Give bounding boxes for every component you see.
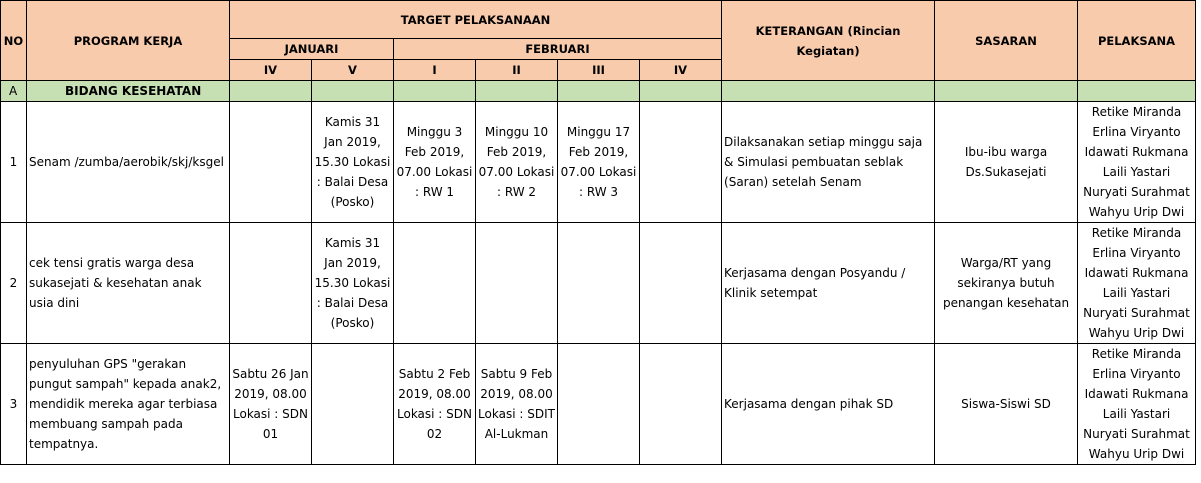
header-week: II [476,60,558,81]
schedule-cell [558,223,640,344]
schedule-cell: Minggu 3 Feb 2019, 07.00 Lokasi : RW 1 [394,102,476,223]
pelaksana-cell: Retike Miranda Erlina Viryanto Idawati Rukmana Laili Yastari Nuryati Surahmat Wahyu Urip Dwi [1078,344,1196,465]
category-code: A [1,81,27,102]
keterangan-cell: Kerjasama dengan Posyandu / Klinik setempat [722,223,935,344]
schedule-cell: Sabtu 2 Feb 2019, 08.00 Lokasi : SDN 02 [394,344,476,465]
header-sasaran: SASARAN [935,1,1078,81]
header-target: TARGET PELAKSANAAN [230,1,722,39]
header-pelaksana: PELAKSANA [1078,1,1196,81]
header-week: III [558,60,640,81]
header-month-jan: JANUARI [230,39,394,60]
schedule-cell [230,102,312,223]
schedule-cell [312,344,394,465]
pelaksana-cell: Retike Miranda Erlina Viryanto Idawati Rukmana Laili Yastari Nuryati Surahmat Wahyu Urip Dwi [1078,223,1196,344]
program-cell: penyuluhan GPS "gerakan pungut sampah" kepada anak2, mendidik mereka agar terbiasa membuang sampah pada tempatnya. [27,344,230,465]
header-week: IV [640,60,722,81]
schedule-cell [394,223,476,344]
header-month-feb: FEBRUARI [394,39,722,60]
header-no: NO [1,1,27,81]
table-row [1,102,1196,223]
schedule-cell: Sabtu 26 Jan 2019, 08.00 Lokasi : SDN 01 [230,344,312,465]
header-week: V [312,60,394,81]
table-row [1,344,1196,465]
pelaksana-cell: Retike Miranda Erlina Viryanto Idawati Rukmana Laili Yastari Nuryati Surahmat Wahyu Urip Dwi [1078,102,1196,223]
sasaran-cell: Warga/RT yang sekiranya butuh penangan kesehatan [935,223,1078,344]
schedule-cell [640,102,722,223]
category-row [1,81,1196,102]
schedule-cell: Kamis 31 Jan 2019, 15.30 Lokasi : Balai Desa (Posko) [312,102,394,223]
header-week: IV [230,60,312,81]
schedule-cell [640,344,722,465]
row-number: 2 [1,223,27,344]
sasaran-cell: Ibu-ibu warga Ds.Sukasejati [935,102,1078,223]
header-week: I [394,60,476,81]
schedule-cell [230,223,312,344]
keterangan-cell: Kerjasama dengan pihak SD [722,344,935,465]
schedule-cell: Sabtu 9 Feb 2019, 08.00 Lokasi : SDIT Al-Lukman [476,344,558,465]
row-number: 3 [1,344,27,465]
schedule-cell: Minggu 17 Feb 2019, 07.00 Lokasi : RW 3 [558,102,640,223]
program-cell: Senam /zumba/aerobik/skj/ksgel [27,102,230,223]
schedule-cell [640,223,722,344]
category-title: BIDANG KESEHATAN [27,81,230,102]
schedule-cell: Minggu 10 Feb 2019, 07.00 Lokasi : RW 2 [476,102,558,223]
row-number: 1 [1,102,27,223]
sasaran-cell: Siswa-Siswi SD [935,344,1078,465]
schedule-cell [476,223,558,344]
program-cell: cek tensi gratis warga desa sukasejati & kesehatan anak usia dini [27,223,230,344]
table-row [1,223,1196,344]
header-keterangan: KETERANGAN (Rincian Kegiatan) [722,1,935,81]
keterangan-cell: Dilaksanakan setiap minggu saja & Simulasi pembuatan seblak (Saran) setelah Senam [722,102,935,223]
schedule-cell: Kamis 31 Jan 2019, 15.30 Lokasi : Balai Desa (Posko) [312,223,394,344]
header-program: PROGRAM KERJA [27,1,230,81]
schedule-cell [558,344,640,465]
